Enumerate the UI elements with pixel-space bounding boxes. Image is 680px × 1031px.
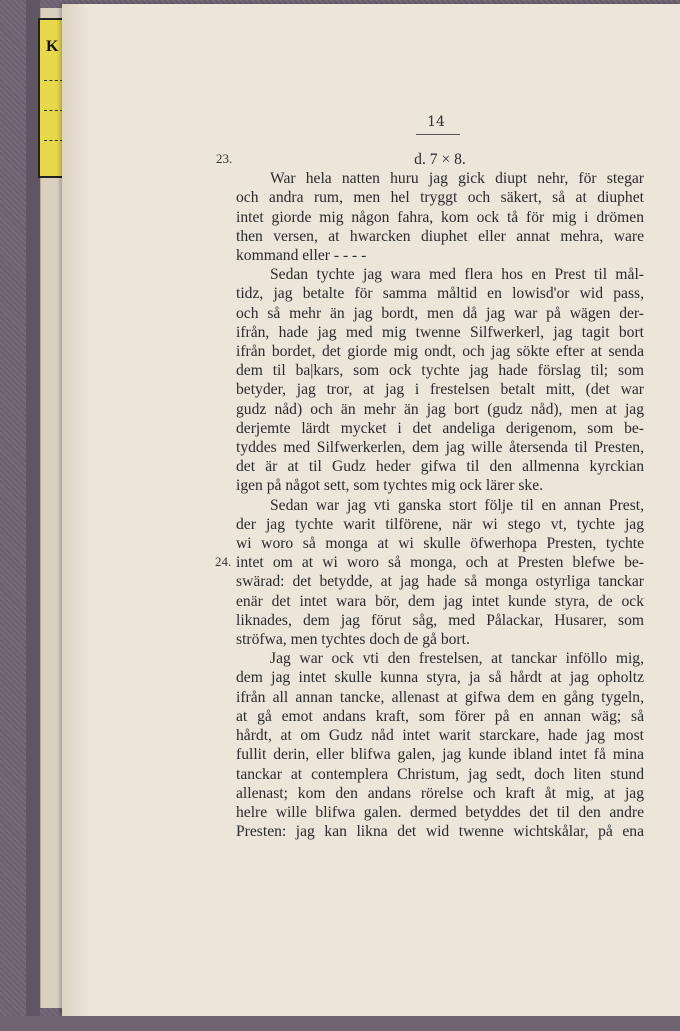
page-number: 14 (427, 114, 445, 130)
text-line: intet giorde mig någon fahra, kom ock tå för mig i drömen (236, 208, 644, 226)
text-line: det är at til Gudz heder gifwa til den allmenna kyrckian (236, 458, 644, 476)
margin-note-23: 23. (216, 151, 233, 166)
bottom-cover-edge (0, 1016, 680, 1031)
text-line: derjemte lärdt mycket i det andeliga derigenom, som be- (236, 419, 644, 437)
page-body-text (236, 150, 644, 841)
text-line: at gå emot andans kraft, som förer på en annan wäg; så (236, 707, 644, 725)
page-gutter (62, 4, 90, 1016)
text-line: tidz, jag betalte för samma måltid en lowisd'or wid pass, (236, 285, 644, 303)
text-line: kommand eller - - - - (236, 247, 367, 265)
text-line: allenast; kom den andans rörelse och kraft åt mig, at jag (236, 784, 644, 802)
text-line: tyddes med Silfwerkerlen, dem jag wille återsenda til Presten, (236, 439, 644, 457)
text-line: Sedan war jag vti ganska stort följe til en annan Prest, (270, 496, 644, 514)
page-number-rule (416, 134, 460, 135)
text-line: Presten: jag kan likna det wid twenne wichtskålar, på ena (236, 823, 644, 841)
text-line: swärad: det betydde, at jag hade så monga ostyrliga tanckar (236, 573, 644, 591)
text-line: hårdt, at om Gudz nåd intet warit starckare, hade jag most (236, 727, 644, 745)
text-line: War hela natten huru jag gick diupt nehr, för stegar (270, 170, 644, 188)
text-line: gudz nåd) och än mehr än jag bort (gudz nåd), men at jag (236, 400, 644, 418)
spine-label-text: K (46, 38, 59, 55)
text-line: ifrån, hade jag med mig twenne Silfwerkerl, jag tagit bort (236, 323, 644, 341)
text-line: intet om at wi woro så monga, och at Presten blefwe be- (236, 554, 644, 572)
text-line: der jag tychte warit tilförene, när wi stego vt, tychte jag (236, 515, 644, 533)
margin-note-24: 24. (215, 554, 232, 569)
text-line: dem til ba|kars, som ock tychte jag hade förslag til; som (236, 362, 644, 380)
text-line: igen på något sett, som tychtes mig ock lärer ske. (236, 477, 544, 495)
text-line: enär det intet wara bör, dem jag intet kunde styra, de ock (236, 592, 644, 610)
text-line: tanckar at contemplera Christum, jag sedt, doch liten stund (236, 765, 644, 783)
text-line: helre wille blifwa galen. dermed betyddes det til den andre (236, 803, 644, 821)
text-line: ifrån bordet, det giorde mig ondt, och jag sökte efter at senda (236, 343, 644, 361)
text-line: liknades, dem jag förut såg, med Pålackar, Husarer, som (236, 611, 644, 629)
text-line: dem jag intet skulle kunna styra, ja så hårdt at jag opholtz (236, 669, 644, 687)
text-line: fullit derin, eller blifwa galen, jag kunde ibland intet få mina (236, 746, 644, 764)
text-line: d. 7 × 8. (414, 151, 466, 168)
text-line: betyder, jag tror, at jag i frestelsen betalt mitt, (det war (236, 381, 644, 399)
text-line: wi woro så monga at wi skulle öfwerhopa Presten, tychte (236, 535, 644, 553)
text-line: och så mehr än jag bordt, men då jag war på wägen der- (236, 304, 644, 322)
text-line: Sedan tychte jag wara med flera hos en Prest til mål- (270, 266, 644, 284)
text-line: Jag war ock vti den frestelsen, at tanckar inföllo mig, (270, 650, 644, 668)
text-line: och andra rum, men hel tryggt och säkert, så at diuphet (236, 189, 644, 207)
text-line: then versen, at hwarcken diuphet eller annat mehra, ware (236, 227, 644, 245)
text-line: ifrån all annan tancke, allenast at gifwa dem en gång tygeln, (236, 688, 644, 706)
text-line: ströfwa, men tychtes doch de gå bort. (236, 631, 470, 649)
